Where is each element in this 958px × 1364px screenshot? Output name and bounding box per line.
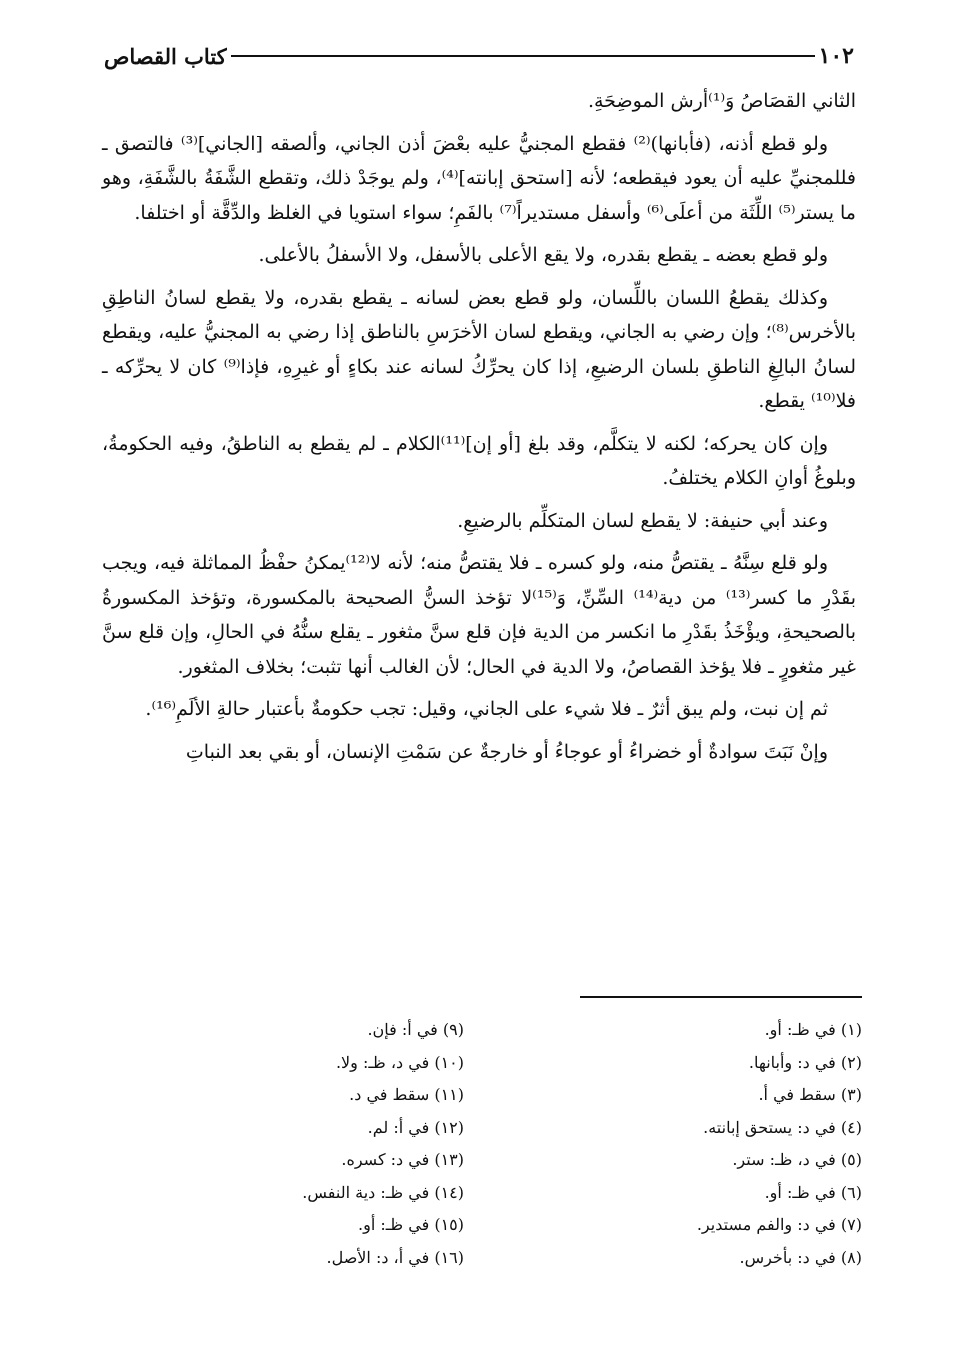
header-rule (231, 55, 815, 57)
footnote: (٦) في ظـ: أو. (764, 1182, 862, 1202)
footnote: (١٢) في أ: لم. (367, 1117, 464, 1137)
footnote: (٩) في أ: فإن. (367, 1020, 464, 1039)
paragraph: وكذلك يقطعُ اللسان باللِّسان، ولو قطع بعض لسانه ـ يقطع بقدره، ولا يقطع لسانُ الناطِقِ بالأخرس⁽⁸⁾؛ وإن رضي به الجاني، ويقطع لسان الأخرَسِ بالناطق إذا رضي به المجنيُّ عليه، ويقطع لسانُ البالِغِ الناطقِ بلسان الرضيعِ، إذا كان يحرِّكُ لسانه عند بكاءٍ أو غيرِهِ، فإذا⁽⁹⁾ كان لا يحرِّكه ـ فلا⁽¹⁰⁾ يقطع. (102, 286, 856, 412)
paragraph: ثم إن نبت، ولم يبق أثرٌ ـ فلا شيء على الجاني، وقيل: تجب حكومةٌ بأعتبار حالةِ الألَمِ⁽¹⁶⁾. (145, 698, 828, 720)
footnote: (٥) في د، ظـ: ستر. (732, 1150, 862, 1169)
paragraph: ولو قطع أذنه، (فأبانها)⁽²⁾ فقطع المجنيُّ عليه بعْضَ أذن الجاني، وألصقه [الجاني]⁽³⁾ فالتصق ـ فللمجنيِّ عليه أن يعود فيقطعه؛ لأنه [استحق إبانته]⁽⁴⁾، ولم يوجَدْ ذلك، وتقطع الشَّفَةُ بالشَّفَةِ، وهو ما يستر⁽⁵⁾ اللِّثَة من أعلَى⁽⁶⁾ وأسفل مستديراً⁽⁷⁾ بالفَمِ؛ سواء استويا في الغلظ والدِّقَّة أو اختلفا. (102, 132, 856, 224)
footnote: (٣) سقط في أ. (758, 1085, 862, 1104)
footnote: (١٥) في ظـ: أو. (358, 1215, 464, 1234)
paragraph: وإن كان يحركه؛ لكنه لا يتكلَّم، وقد بلغ [أو إن]⁽¹¹⁾الكلام ـ لم يقطع به الناطقُ، وفيه الحكومةُ، وبلوغُ أوانِ الكلام يختلفُ. (102, 432, 856, 489)
footnote: (١٠) في د، ظـ: ولا. (335, 1052, 464, 1072)
footnote: (١٣) في د: كسره. (341, 1150, 464, 1169)
running-header (96, 38, 862, 74)
footnote: (١٦) في أ، د: الأصل. (326, 1247, 464, 1267)
paragraph: الثاني القصَاصُ وَ⁽¹⁾أرش الموضِحَةِ. (587, 90, 856, 112)
main-text (102, 84, 856, 777)
footnote: (٨) في د: بأخرس. (739, 1247, 862, 1267)
paragraph: وإنْ نَبَتَ سوادةٌ أو خضراءُ أو عوجاءُ أو خارجةٌ عن سَمْتِ الإنسان، أو بقي بعد النباتِ (185, 740, 828, 763)
paragraph: ولو قطع بعضه ـ يقطع بقدره، ولا يقع الأعلى بالأسفل، ولا الأسفلُ بالأعلى. (258, 244, 828, 266)
footnote: (٤) في د: يستحق إبانته. (703, 1117, 862, 1137)
footnotes (96, 1014, 862, 1274)
footnote: (٧) في د: والفم مستدير. (696, 1215, 862, 1234)
footnote: (١٤) في ظـ: دية النفس. (302, 1182, 464, 1202)
footnotes-column-left (96, 1014, 464, 1274)
footnote: (٢) في د: وأبانها. (748, 1052, 862, 1072)
footnote: (١١) سقط في د. (349, 1085, 464, 1104)
footnote: (١) في ظـ: أو. (764, 1020, 862, 1039)
paragraph: وعند أبي حنيفة: لا يقطع لسان المتكلِّم بالرضيعِ. (457, 509, 828, 532)
paragraph: ولو قلع سِنَّهُ ـ يقتصُّ منه، ولو كسره ـ فلا يقتصُّ منه؛ لأنه لا⁽¹²⁾يمكنُ حفْظُ المماثلة فيه، ويجب بقَدْرِ ما كسر⁽¹³⁾ من دية⁽¹⁴⁾ السِّنِّ، وَ⁽¹⁵⁾لا تؤخذ السنُّ الصحيحة بالمكسورة، وتؤخذ المكسورةُ بالصحيحةِ، ويؤْخَذُ بقَدْرِ ما انكسر من الدية فإن قلع سنَّ مثغور ـ يقلع سنُّهُ في الحالِ، وإن قلع سنَّ غير مثغورٍ ـ فلا يؤخذ القصاصُ، ولا الدية في الحال؛ لأن الغالب أنها تثبت؛ بخلاف المثغور. (102, 552, 856, 678)
chapter-title: كتاب القصاص (104, 43, 227, 69)
footnotes-column-right (494, 1014, 862, 1274)
page-number: ١٠٢ (818, 43, 854, 69)
footnote-separator (580, 996, 862, 998)
